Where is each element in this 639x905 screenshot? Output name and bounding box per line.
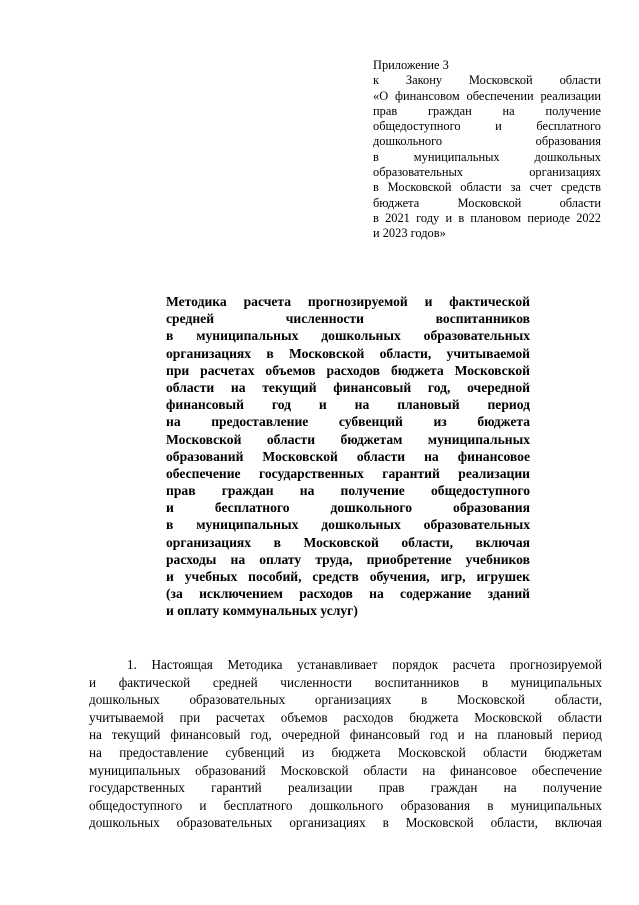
annex-line: «О финансовом обеспечении реализации	[373, 88, 601, 103]
paragraph-line: муниципальных образований Московской области на финансовое обеспечение	[89, 762, 602, 778]
title-line: области на текущий финансовый год, очередной	[166, 379, 530, 395]
paragraph-line: учитываемой при расчетах объемов расходов бюджета Московской области	[89, 709, 602, 725]
title-line: в муниципальных дошкольных образовательных	[166, 328, 530, 344]
paragraph-line: на предоставление субвенций из бюджета Московской области бюджетам	[89, 744, 602, 760]
title-line: прав граждан на получение общедоступного	[166, 483, 530, 499]
paragraph-line: государственных гарантий реализации прав граждан на получение	[89, 780, 602, 796]
annex-line: общедоступного и бесплатного	[373, 119, 601, 134]
title-line: средней численности воспитанников	[166, 311, 530, 327]
annex-line: образовательных организациях	[373, 165, 601, 180]
title-line: образований Московской области на финансовое	[166, 448, 530, 464]
title-line: расходы на оплату труда, приобретение учебников	[166, 551, 530, 567]
paragraph-1	[89, 656, 602, 832]
title-line: организациях в Московской области, учитываемой	[166, 345, 530, 361]
title-line: обеспечение государственных гарантий реализации	[166, 465, 530, 481]
title-line: при расчетах объемов расходов бюджета Московской	[166, 362, 530, 378]
title-line: в муниципальных дошкольных образовательных	[166, 517, 530, 533]
annex-line: в муниципальных дошкольных	[373, 149, 601, 164]
paragraph-line: на текущий финансовый год, очередной финансовый год и на плановый период	[89, 727, 602, 743]
title-line: и оплату коммунальных услуг)	[166, 603, 358, 619]
paragraph-line: дошкольных образовательных организациях в Московской области, включая	[89, 815, 602, 831]
paragraph-line: общедоступного и бесплатного дошкольного образования в муниципальных	[89, 797, 602, 813]
title-line: (за исключением расходов на содержание зданий	[166, 586, 530, 602]
annex-line: к Закону Московской области	[373, 73, 601, 88]
title-line: и учебных пособий, средств обучения, игр, игрушек	[166, 569, 530, 584]
title-line: Методика расчета прогнозируемой и фактической	[166, 294, 530, 309]
title-line: на предоставление субвенций из бюджета	[166, 414, 530, 430]
title-line: финансовый год и на плановый период	[166, 397, 530, 413]
annex-line: дошкольного образования	[373, 134, 601, 149]
annex-line: прав граждан на получение	[373, 103, 601, 118]
annex-line: в 2021 году и в плановом периоде 2022	[373, 210, 601, 225]
annex-header	[373, 58, 601, 242]
annex-line: бюджета Московской области	[373, 195, 601, 210]
paragraph-line: дошкольных образовательных организациях в Московской области,	[89, 692, 602, 708]
paragraph-line: и фактической средней численности воспитанников в муниципальных	[89, 674, 602, 690]
annex-line: и 2023 годов»	[373, 226, 446, 241]
title-line: и бесплатного дошкольного образования	[166, 500, 530, 516]
title-line: Московской области бюджетам муниципальных	[166, 431, 530, 447]
document-title	[166, 293, 530, 620]
annex-line: в Московской области за счет средств	[373, 180, 601, 195]
title-line: организациях в Московской области, включая	[166, 534, 530, 550]
annex-line: Приложение 3	[373, 58, 449, 72]
paragraph-line: 1. Настоящая Методика устанавливает порядок расчета прогнозируемой	[127, 657, 602, 672]
